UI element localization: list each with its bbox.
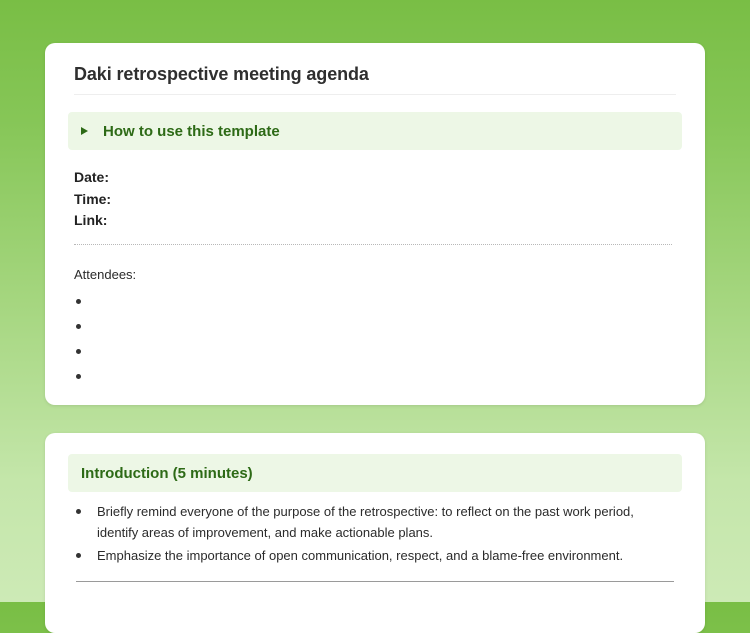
triangle-right-icon [81,127,88,135]
section-title: Introduction (5 minutes) [81,464,253,482]
list-item [74,501,674,543]
bullet-dot-icon [76,374,81,379]
meeting-meta [74,167,111,232]
introduction-list [74,501,674,568]
bullet-dot-icon [76,553,81,558]
agenda-card [45,43,705,405]
bullet-dot-icon [76,349,81,354]
list-item-text: Emphasize the importance of open communication, respect, and a blame-free environment. [97,548,624,563]
dotted-divider [74,244,672,245]
introduction-card [45,433,705,633]
bullet-dot-icon [76,299,81,304]
how-to-use-expand[interactable] [68,112,682,150]
bullet-dot-icon [76,509,81,514]
introduction-header [68,454,682,492]
attendees-label: Attendees: [74,267,137,282]
list-item-text: Briefly remind everyone of the purpose of the retrospective: to reflect on the past work period, identify areas of improvement, and make actionable plans. [97,504,634,540]
time-label: Time: [74,190,112,207]
title-divider [74,94,676,95]
link-label: Link: [74,212,108,228]
list-item[interactable] [74,314,81,339]
page-title: Daki retrospective meeting agenda [74,64,369,84]
list-item[interactable] [74,339,81,364]
list-item [74,545,674,566]
section-divider [76,581,674,582]
bullet-dot-icon [76,324,81,329]
list-item[interactable] [74,289,81,314]
list-item[interactable] [74,364,81,389]
date-label: Date: [74,169,110,185]
expand-label: How to use this template [103,122,280,140]
attendees-list [74,289,81,389]
